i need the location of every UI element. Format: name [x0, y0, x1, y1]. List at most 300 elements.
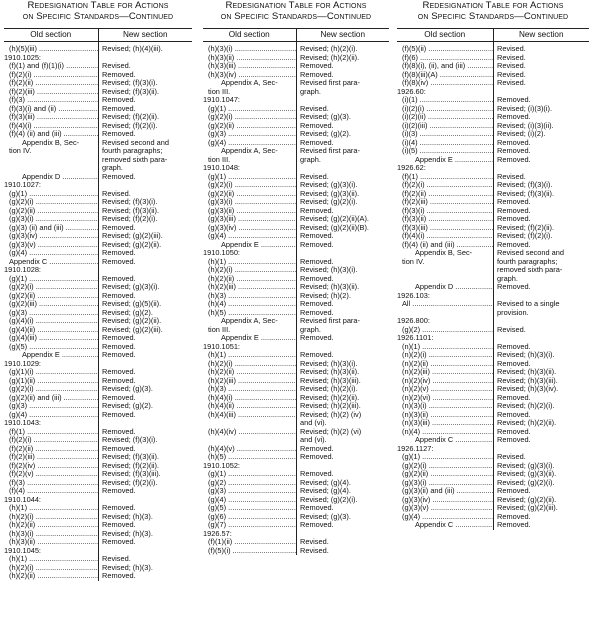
new-section-cell: Revised; (f)(2)(ii). — [102, 113, 160, 121]
old-section-cell: (g)(4) ..... — [203, 496, 296, 505]
new-section-cell: Revised; (f)(3)(ii). — [102, 453, 160, 461]
old-section-cell: (h)(5) ..... — [203, 453, 296, 462]
new-section-cell: and (vi). — [300, 419, 327, 427]
new-section-cell: Removed. — [300, 138, 334, 147]
new-section-cell — [98, 547, 192, 556]
new-section-cell: Removed. — [102, 410, 136, 419]
old-section-cell: (g)(5) ..... — [4, 343, 98, 352]
new-section-cell: Revised; (g)(3)(i). — [497, 461, 555, 470]
table-row — [4, 309, 192, 318]
new-section-cell — [296, 462, 389, 471]
old-section-cell: (g)(4) ..... — [4, 411, 98, 420]
table-row — [203, 164, 389, 173]
old-section-cell: (i)(2)(iii) ..... — [397, 122, 493, 131]
table-row — [4, 419, 192, 428]
new-section-cell: Removed. — [102, 487, 136, 495]
old-section-cell — [397, 309, 493, 318]
old-section-cell: (i)(4) ..... — [397, 139, 493, 148]
new-section-cell: Removed. — [300, 308, 334, 317]
table-row — [203, 317, 389, 326]
new-section-cell — [98, 496, 192, 505]
new-section-cell: Revised; (f)(2)(i). — [102, 215, 158, 223]
new-section-cell: Revised. — [300, 104, 329, 113]
old-section-cell: 1910.1051: — [203, 342, 240, 351]
table-row — [203, 521, 389, 530]
old-section-cell: (g)(2)(i) ..... — [203, 113, 296, 122]
new-section-cell: graph. — [300, 325, 321, 334]
table-row — [203, 428, 389, 437]
table-row — [4, 572, 192, 581]
table-row — [397, 249, 589, 258]
table-row — [397, 360, 589, 369]
new-section-cell: Removed. — [497, 512, 531, 521]
old-section-cell: 1926.1101: — [397, 334, 434, 342]
new-section-cell: Revised. — [300, 538, 329, 546]
table-row — [203, 283, 389, 292]
new-section-cell — [296, 343, 389, 352]
new-section-cell — [296, 164, 389, 173]
table-row — [203, 351, 389, 360]
old-section-cell: (g)(5) ..... — [203, 504, 296, 513]
table-row — [203, 360, 389, 369]
old-section-cell: 1926.57: — [203, 529, 232, 538]
new-section-cell: Revised; (g)(3). — [300, 113, 351, 121]
old-section-cell: (h)(4)(i) ..... — [203, 394, 296, 403]
new-section-cell: Revised; (h)(3). — [102, 529, 153, 538]
table-row — [397, 343, 589, 352]
new-section-cell: Revised; (f)(3)(i). — [102, 79, 158, 87]
table-row — [4, 105, 192, 114]
new-section-cell: Revised; (h)(3)(i). — [300, 359, 358, 368]
old-section-cell — [203, 436, 296, 445]
table-row — [203, 130, 389, 139]
old-section-cell: (f)(2)(ii) ..... — [4, 79, 98, 88]
table-row — [203, 368, 389, 377]
table-row — [4, 377, 192, 386]
new-section-cell: Revised. — [497, 453, 526, 461]
old-section-cell: 1910.1047: — [203, 96, 240, 104]
table-row — [203, 275, 389, 284]
old-section-cell: (h)(2)(i) ..... — [203, 266, 296, 275]
new-section-cell: Removed. — [497, 283, 531, 291]
table-row — [203, 139, 389, 148]
old-section-cell: (f)(3)(ii) ..... — [397, 215, 493, 224]
table-row — [397, 470, 589, 479]
table-row — [203, 241, 389, 250]
table-row — [4, 343, 192, 352]
old-section-cell: (f)(2)(iii) ..... — [397, 198, 493, 207]
table-row — [4, 283, 192, 292]
table-row — [397, 173, 589, 182]
table-row — [4, 113, 192, 122]
table-row — [4, 54, 192, 63]
table-row — [397, 96, 589, 105]
table-row — [397, 428, 589, 437]
new-section-cell: Removed. — [497, 198, 531, 206]
new-section-cell: Removed. — [300, 240, 334, 249]
old-section-cell: (f)(3)(i) ..... — [397, 207, 493, 216]
old-section-cell: (n)(2)(iv) ..... — [397, 377, 493, 386]
old-section-cell: (g)(3)(iv) ..... — [4, 232, 98, 241]
table-row — [203, 173, 389, 182]
old-section-cell: (g)(3)(i) ..... — [203, 198, 296, 207]
old-section-cell: (n)(3)(iii) ..... — [397, 419, 493, 428]
table-row — [203, 54, 389, 63]
table-row — [4, 292, 192, 301]
new-section-cell: Removed. — [300, 257, 334, 266]
old-section-cell: (g)(1)(i) ..... — [4, 368, 98, 377]
new-section-cell: Revised; (g)(3)(i). — [102, 283, 160, 291]
table-row — [203, 45, 389, 54]
table-row — [397, 122, 589, 131]
old-section-cell: (g)(3)(v) ..... — [4, 241, 98, 250]
old-section-cell: (g)(3)(iii) ..... — [203, 215, 296, 224]
table-row — [4, 249, 192, 258]
new-section-cell: Revised; (g)(2). — [102, 402, 153, 410]
table-row — [397, 156, 589, 165]
table-row — [397, 351, 589, 360]
old-section-cell: (g)(1) ..... — [4, 190, 98, 199]
new-section-cell: Revised; (g)(2)(ii). — [102, 240, 162, 249]
new-section-cell: Revised first para- — [300, 147, 360, 155]
table-body — [397, 45, 589, 530]
old-section-cell: (g)(2)(i) ..... — [4, 385, 98, 394]
new-section-header: New section — [122, 30, 168, 39]
old-section-cell: (h)(2)(i) ..... — [4, 564, 98, 573]
table-row — [203, 504, 389, 513]
table-row — [4, 62, 192, 71]
table-row — [397, 496, 589, 505]
new-section-cell: Revised; (h)(2) (iv) — [300, 410, 362, 419]
table-title — [203, 0, 389, 28]
table-row — [397, 71, 589, 80]
old-section-cell: (f)(1) ..... — [4, 428, 98, 437]
old-section-cell: (h)(2)(i) ..... — [4, 513, 98, 522]
new-section-cell: Revised; (h)(3)(iii). — [497, 376, 558, 385]
new-section-cell: Revised. — [300, 546, 329, 555]
old-section-cell: Appendix C ..... — [4, 258, 98, 267]
new-section-cell: Removed. — [300, 232, 334, 240]
new-section-cell: Revised to a single — [497, 300, 560, 308]
table-row — [4, 436, 192, 445]
new-section-cell: Revised; (h)(2) (vi) — [300, 427, 362, 436]
old-section-cell: (h)(3)(ii) ..... — [203, 54, 296, 63]
old-section-cell: (f)(3)(iii) ..... — [4, 113, 98, 122]
table-row — [4, 215, 192, 224]
table-row — [203, 232, 389, 241]
new-section-cell: graph. — [102, 164, 123, 172]
table-row — [203, 496, 389, 505]
old-section-cell: (g)(3) ..... — [4, 309, 98, 318]
old-section-cell: (g)(1)(ii) ..... — [4, 377, 98, 386]
old-section-cell: (h)(4) ..... — [203, 300, 296, 309]
new-section-cell: Revised; (h)(2)(ii). — [300, 393, 360, 402]
table-row — [397, 479, 589, 488]
new-section-cell: Revised; (h)(2)(i). — [300, 385, 358, 393]
new-section-cell: provision. — [497, 308, 529, 317]
table-row — [4, 394, 192, 403]
old-section-cell: All ..... — [397, 300, 493, 309]
old-section-cell: (h)(2)(i) ..... — [203, 360, 296, 369]
new-section-cell: Revised; (f)(3)(iii). — [102, 470, 161, 478]
new-section-cell: Revised. — [102, 555, 131, 563]
new-section-cell: Removed. — [497, 393, 531, 402]
table-row — [397, 232, 589, 241]
old-section-cell: Appendix E ..... — [203, 241, 296, 250]
new-section-cell: Removed. — [102, 70, 136, 79]
new-section-cell — [296, 96, 389, 105]
new-section-cell: Revised; (f)(3)(ii). — [102, 206, 160, 215]
new-section-cell: Revised; (g)(2)(iii). — [102, 232, 163, 240]
new-section-cell: Removed. — [300, 444, 334, 453]
table-row — [203, 105, 389, 114]
new-section-cell: Revised. — [497, 172, 526, 181]
old-section-cell: (f)(4)(i) ..... — [4, 122, 98, 131]
old-section-cell: (g)(1) ..... — [203, 470, 296, 479]
new-section-cell: Revised. — [300, 172, 329, 181]
old-section-cell: (h)(2)(iii) ..... — [203, 283, 296, 292]
new-section-header: New section — [518, 30, 564, 39]
table-row — [4, 479, 192, 488]
old-section-cell: (g)(2)(i) ..... — [203, 181, 296, 190]
old-section-cell: 1926.62: — [397, 164, 426, 172]
new-section-cell: Revised; (i)(3)(i). — [497, 104, 553, 113]
table-row — [4, 164, 192, 173]
new-section-cell: Revised; (i)(3)(ii). — [497, 121, 554, 130]
new-section-cell: Revised; (g)(2). — [300, 130, 351, 138]
old-section-cell: (g)(3) ..... — [203, 130, 296, 139]
new-section-cell: Removed. — [497, 359, 531, 368]
table-row — [4, 45, 192, 54]
old-section-cell: 1910.1028: — [4, 266, 41, 274]
new-section-cell: Revised; (g)(2)(iii). — [497, 504, 558, 512]
new-section-cell: Revised; (g)(4). — [300, 487, 351, 495]
table-row — [203, 377, 389, 386]
new-section-cell: Removed. — [497, 240, 531, 249]
new-section-cell: Removed. — [102, 130, 136, 138]
new-section-cell — [98, 419, 192, 428]
old-section-cell: (h)(3) ..... — [203, 292, 296, 301]
old-section-cell: (f)(2)(i) ..... — [397, 181, 493, 190]
table-row — [203, 249, 389, 258]
table-row — [203, 300, 389, 309]
new-section-cell — [493, 164, 589, 173]
old-section-cell: (h)(1) ..... — [4, 555, 98, 564]
old-section-cell: tion III. — [208, 87, 231, 96]
new-section-cell: Revised; (g)(3)(ii). — [300, 189, 360, 198]
new-section-cell: Removed. — [102, 172, 136, 181]
new-section-cell: Revised second and — [102, 138, 169, 147]
old-section-cell: (f)(1) and (f)(1)(i) ..... — [4, 62, 98, 71]
table-row — [397, 436, 589, 445]
old-section-cell: (f)(8)(iv) ..... — [397, 79, 493, 88]
new-section-cell: Removed. — [102, 572, 136, 580]
table-row — [203, 190, 389, 199]
table-row — [4, 275, 192, 284]
table-row — [397, 394, 589, 403]
new-section-cell: Revised; (h)(2). — [300, 291, 351, 300]
old-section-cell: (h)(3) ..... — [203, 385, 296, 394]
old-section-cell: 1926.1127: — [397, 444, 434, 453]
new-section-cell: Removed. — [300, 70, 334, 79]
table-row — [4, 96, 192, 105]
old-section-cell: (g)(2)(ii) ..... — [4, 207, 98, 216]
old-section-cell: (g)(2)(ii) ..... — [4, 292, 98, 301]
old-section-cell: (h)(2)(ii) ..... — [203, 368, 296, 377]
table-row — [4, 207, 192, 216]
title-line-2: on Specific Standards—Continued — [22, 11, 174, 22]
table-body — [203, 45, 389, 555]
new-section-cell: Revised; (h)(3)(ii). — [497, 368, 557, 376]
new-section-cell: removed sixth para- — [497, 266, 563, 274]
new-section-cell: Revised; (f)(3)(i). — [497, 181, 553, 189]
old-section-header: Old section — [397, 29, 494, 41]
new-section-cell: Removed. — [497, 138, 531, 147]
new-section-cell: Revised; (h)(2)(ii). — [497, 419, 557, 427]
table-row — [397, 258, 589, 267]
new-section-cell — [98, 54, 192, 63]
table-row — [4, 368, 192, 377]
table-row — [397, 292, 589, 301]
new-section-cell: Revised; (g)(2)(ii)(A). — [300, 215, 369, 223]
old-section-cell: (f)(2)(i) ..... — [4, 71, 98, 80]
new-section-cell: Revised. — [497, 53, 526, 62]
table-row — [4, 445, 192, 454]
old-section-cell: (g)(1) ..... — [203, 105, 296, 114]
old-section-cell: (f)(8)(i), (ii), and (iii) ..... — [397, 62, 493, 71]
table-column-1 — [4, 0, 192, 581]
old-section-cell: (f)(4)(i) ..... — [397, 232, 493, 241]
new-section-cell: Removed. — [102, 376, 136, 385]
table-row — [203, 122, 389, 131]
old-section-cell: Appendix C ..... — [397, 521, 493, 530]
old-section-cell: (h)(3)(iii) ..... — [203, 62, 296, 71]
old-section-cell: (f)(2)(iii) ..... — [4, 88, 98, 97]
table-row — [397, 462, 589, 471]
new-section-cell: Revised; (h)(3)(ii). — [300, 283, 360, 291]
new-section-cell: Removed. — [102, 521, 136, 529]
new-section-cell: Removed. — [497, 113, 531, 121]
new-section-cell: Removed. — [102, 393, 136, 402]
table-row — [397, 215, 589, 224]
new-section-cell: Revised; (f)(3)(i). — [102, 198, 158, 206]
title-line-1: Redesignation Table for Actions — [422, 0, 564, 11]
new-section-cell: Revised first para- — [300, 317, 360, 325]
old-section-cell: Appendix E ..... — [397, 156, 493, 165]
table-row — [4, 173, 192, 182]
old-section-cell: Appendix C ..... — [397, 436, 493, 445]
old-section-cell: (g)(7) ..... — [203, 521, 296, 530]
table-row — [397, 164, 589, 173]
table-row — [4, 326, 192, 335]
new-section-cell: Revised; (f)(3)(i). — [102, 436, 158, 444]
old-section-cell: (g)(2)(ii) ..... — [397, 470, 493, 479]
table-row — [4, 147, 192, 156]
old-section-cell: (n)(1) ..... — [397, 343, 493, 352]
old-section-cell: (g)(2) ..... — [397, 326, 493, 335]
old-section-cell: (g)(2)(ii) ..... — [203, 190, 296, 199]
new-section-cell: Removed. — [102, 96, 136, 104]
table-row — [4, 198, 192, 207]
old-section-cell: 1926.103: — [397, 291, 430, 300]
new-section-cell: Removed. — [102, 257, 136, 266]
new-section-cell: Removed. — [300, 300, 334, 308]
new-section-cell: Removed. — [300, 274, 334, 283]
new-section-cell: Revised; (h)(3)(i). — [497, 351, 555, 359]
new-section-cell: Removed. — [300, 334, 334, 342]
table-row — [4, 411, 192, 420]
old-section-cell: (g)(2)(i) ..... — [397, 462, 493, 471]
new-section-cell: Revised; (f)(2)(i). — [102, 121, 158, 130]
table-row — [4, 530, 192, 539]
table-row — [397, 411, 589, 420]
old-section-cell: (g)(2)(iii) ..... — [4, 300, 98, 309]
table-row — [4, 351, 192, 360]
old-section-cell: Appendix D ..... — [397, 283, 493, 292]
table-row — [203, 470, 389, 479]
old-section-cell: 1910.1052: — [203, 461, 240, 470]
table-row — [4, 71, 192, 80]
old-section-cell: (h)(4)(v) ..... — [203, 445, 296, 454]
new-section-cell — [296, 530, 389, 539]
old-section-cell: Appendix B, Sec- — [22, 138, 80, 147]
old-section-cell: (g)(1) ..... — [4, 275, 98, 284]
table-row — [203, 445, 389, 454]
table-row — [397, 241, 589, 250]
table-row — [397, 190, 589, 199]
new-section-cell — [493, 88, 589, 97]
new-section-cell: Revised. — [102, 189, 131, 198]
new-section-cell: Removed. — [497, 487, 531, 495]
table-row — [203, 215, 389, 224]
new-section-cell: Revised; (h)(4)(iii). — [102, 45, 163, 53]
new-section-cell: Removed. — [102, 291, 136, 300]
table-row — [4, 139, 192, 148]
new-section-cell: Revised; (g)(2)(ii). — [102, 317, 162, 325]
old-section-cell: (f)(2)(ii) ..... — [4, 445, 98, 454]
new-section-cell: Removed. — [497, 147, 531, 155]
title-line-2: on Specific Standards—Continued — [220, 11, 372, 22]
table-row — [203, 343, 389, 352]
new-section-cell: Revised; (g)(2)(i). — [300, 495, 358, 504]
old-section-cell: Appendix E ..... — [203, 334, 296, 343]
table-title — [4, 0, 192, 28]
old-section-cell: 1910.1045: — [4, 546, 41, 555]
table-row — [4, 122, 192, 131]
title-line-2: on Specific Standards—Continued — [417, 11, 569, 22]
table-row — [203, 513, 389, 522]
new-section-cell: Revised; (g)(2). — [102, 308, 153, 317]
table-row — [4, 504, 192, 513]
new-section-cell: Revised; (f)(2)(i). — [497, 232, 553, 240]
table-row — [397, 54, 589, 63]
old-section-cell: Appendix A, Sec- — [221, 147, 278, 155]
old-section-cell: (g)(3)(iv) ..... — [203, 224, 296, 233]
new-section-cell: Revised; (f)(3)(ii). — [497, 189, 555, 198]
old-section-cell — [203, 419, 296, 428]
table-row — [397, 334, 589, 343]
new-section-cell: Revised; (g)(3)(ii). — [497, 470, 557, 478]
old-section-cell: (f)(2)(v) ..... — [4, 470, 98, 479]
old-section-cell: (g)(3)(ii) and (iii) ..... — [397, 487, 493, 496]
old-section-cell: (g)(4)(i) ..... — [4, 317, 98, 326]
table-column-3 — [397, 0, 589, 530]
new-section-cell: Removed. — [102, 368, 136, 376]
old-section-cell: (f)(1)(ii) ..... — [203, 538, 296, 547]
new-section-cell: Removed. — [300, 206, 334, 215]
table-row — [203, 207, 389, 216]
table-row — [4, 564, 192, 573]
